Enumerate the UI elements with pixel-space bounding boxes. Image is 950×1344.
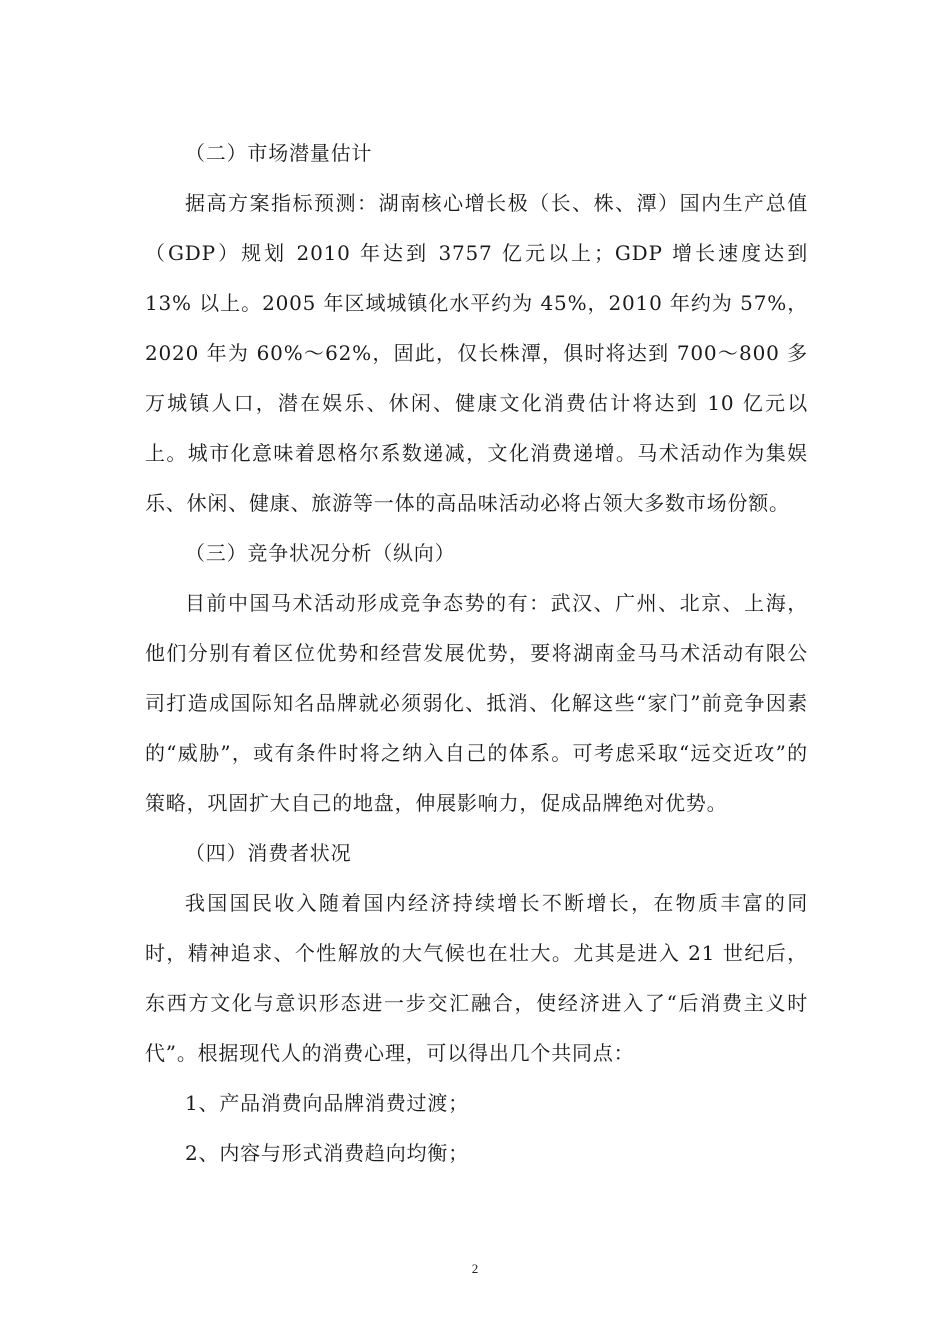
paragraph-market-potential: 据高方案指标预测：湖南核心增长极（长、株、潭）国内生产总值（GDP）规划 2010 年达到 3757 亿元以上；GDP 增长速度达到 13% 以上。2005 年区域城镇化水平约为 45%，2010 年约为 57%，2020 年为 60%～62%，固此，仅长株潭，俱时将达到 700～800 多万城镇人口，潜在娱乐、休闲、健康文化消费估计将达到 10 亿元以上。城市化意味着恩格尔系数递减，文化消费递增。马术活动作为集娱乐、休闲、健康、旅游等一体的高品味活动必将占领大多数市场份额。 xyxy=(145,191,808,515)
section-heading-competition: （三）竞争状况分析（纵向） xyxy=(185,541,456,565)
list-item: 2、内容与形式消费趋向均衡； xyxy=(185,1141,469,1165)
section-heading-consumers: （四）消费者状况 xyxy=(185,841,352,865)
paragraph-competition: 目前中国马术活动形成竞争态势的有：武汉、广州、北京、上海，他们分别有着区位优势和经营发展优势，要将湖南金马马术活动有限公司打造成国际知名品牌就必须弱化、抵消、化解这些“家门”前竞争因素的“威胁”，或有条件时将之纳入自己的体系。可考虑采取“远交近攻”的策略，巩固扩大自己的地盘，伸展影响力，促成品牌绝对优势。 xyxy=(145,591,808,815)
section-heading-market-potential: （二）市场潜量估计 xyxy=(185,141,373,165)
paragraph-consumers: 我国国民收入随着国内经济持续增长不断增长，在物质丰富的同时，精神追求、个性解放的大气候也在壮大。尤其是进入 21 世纪后，东西方文化与意识形态进一步交汇融合，使经济进入了“后消费主义时代”。根据现代人的消费心理，可以得出几个共同点： xyxy=(145,891,808,1065)
document-body xyxy=(145,128,808,1178)
page-number: 2 xyxy=(471,1261,479,1276)
list-item: 1、产品消费向品牌消费过渡； xyxy=(185,1091,469,1115)
